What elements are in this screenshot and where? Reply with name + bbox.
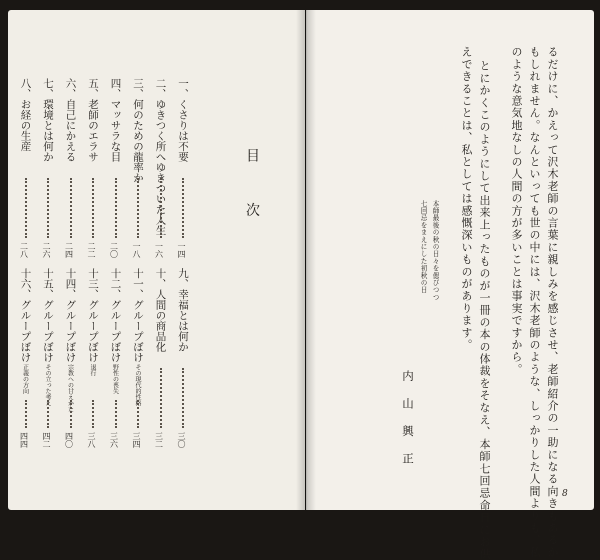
toc-page-number: 三〇 bbox=[177, 432, 186, 448]
toc-entry-label: 十四、グループぼけ bbox=[64, 268, 77, 363]
toc-leader-dots bbox=[25, 178, 30, 238]
toc-page-number: 二〇 bbox=[109, 242, 119, 258]
toc-entry-label: 十、人間の商品化 bbox=[154, 268, 167, 352]
toc-entry bbox=[109, 78, 125, 258]
toc-entry bbox=[154, 268, 170, 448]
toc-leader-dots bbox=[137, 178, 142, 238]
toc-page-number: 三六 bbox=[109, 432, 119, 448]
toc-page-number: 一八 bbox=[132, 242, 141, 258]
body-text-line: もしれません。なんといっても世の中には、沢木老師のような、しっかりした人間よりも、私 bbox=[528, 46, 541, 559]
toc-page-number: 一四 bbox=[177, 242, 186, 258]
toc-leader-dots bbox=[25, 400, 30, 428]
toc-entry-label: 十二、グループぼけ bbox=[109, 268, 122, 363]
toc-entry-label: 十三、グループぼけ bbox=[87, 268, 99, 363]
toc-leader-dots bbox=[160, 178, 165, 238]
toc-leader-dots bbox=[92, 178, 97, 238]
toc-page-number: 二二 bbox=[87, 242, 96, 258]
toc-entry bbox=[64, 268, 80, 448]
toc-entry-label: 九、幸福とは何か bbox=[177, 268, 189, 352]
toc-leader-dots bbox=[47, 400, 52, 428]
toc-entry-label: 二、ゆきつく所へゆきついた人生 bbox=[154, 78, 167, 236]
toc-entry bbox=[131, 78, 147, 258]
toc-leader-dots bbox=[70, 178, 75, 238]
toc-entry bbox=[86, 78, 102, 258]
dedication-note-line: 本師最後の秋の日々を偲びつつ bbox=[431, 200, 439, 301]
toc-entry-label: 四、マッサラな目 bbox=[109, 78, 122, 162]
toc-entry-label: 三、何のための龍率か bbox=[132, 78, 144, 183]
toc-entry-subtitle: 退行 bbox=[89, 364, 96, 376]
toc-entry-subtitle: 正義の方向 bbox=[21, 364, 29, 394]
toc-entry bbox=[176, 268, 192, 448]
toc-leader-dots bbox=[182, 368, 187, 428]
toc-page-number: 三八 bbox=[87, 432, 96, 448]
toc-entry bbox=[19, 78, 35, 258]
toc-entry-subtitle: 宗教への甘えかた bbox=[66, 364, 74, 412]
toc-page-number: 一六 bbox=[154, 242, 164, 258]
toc-page-number: 二六 bbox=[42, 242, 51, 258]
body-text-line: のような意気地なしの人間の方が多いことは事実ですから。 bbox=[510, 46, 523, 376]
toc-leader-dots bbox=[160, 368, 165, 428]
toc-leader-dots bbox=[115, 400, 120, 428]
page-number: 8 bbox=[562, 489, 568, 499]
toc-leader-dots bbox=[115, 178, 120, 238]
toc-entry-subtitle: 野性の喪失 bbox=[111, 364, 119, 394]
toc-page-number: 三二 bbox=[154, 432, 164, 448]
toc-entry-label: 一、くさりは不要 bbox=[177, 78, 189, 162]
toc-page-number: 三四 bbox=[132, 432, 141, 448]
toc-entry bbox=[154, 78, 170, 258]
toc-entry-label: 十五、グループぼけ bbox=[42, 268, 54, 363]
toc-entry bbox=[19, 268, 35, 448]
toc-entry bbox=[64, 78, 80, 258]
toc-entry bbox=[176, 78, 192, 258]
toc-title: 目 次 bbox=[244, 148, 260, 235]
toc-entry bbox=[41, 268, 57, 448]
toc-entry-label: 六、自己にかえる bbox=[64, 78, 77, 162]
toc-entry-label: 八、お経の生産 bbox=[19, 78, 32, 152]
toc-entry-label: 十六、グループぼけ bbox=[19, 268, 32, 363]
body-text-line: るだけに、かえって沢木老師の言葉に親しみを感じさせ、老師紹介の一助になる向きもあるか bbox=[546, 46, 559, 559]
body-text-line: とにかくこのようにして出来上ったものが一冊の本の体裁をそなえ、本師七回忌命日にお供 bbox=[478, 60, 491, 560]
toc-leader-dots bbox=[92, 400, 97, 428]
toc-leader-dots bbox=[137, 400, 142, 428]
toc-page-number: 二四 bbox=[64, 242, 74, 258]
book-gutter bbox=[296, 10, 316, 510]
toc-entry-subtitle: その現代的性格 bbox=[134, 364, 141, 406]
body-text-line: えできることは、私としては感慨深いものがあります。 bbox=[460, 46, 473, 351]
toc-entry bbox=[131, 268, 147, 448]
toc-entry-label: 十一、グループぼけ bbox=[132, 268, 144, 363]
toc-entry-label: 五、老師のエラサ bbox=[87, 78, 99, 162]
toc-leader-dots bbox=[70, 400, 75, 428]
toc-page-number: 四四 bbox=[19, 432, 29, 448]
dedication-note-line: 七回忌をまえにした初秋の日 bbox=[419, 200, 427, 294]
toc-entry bbox=[86, 268, 102, 448]
toc-entry bbox=[41, 78, 57, 258]
toc-page-number: 四二 bbox=[42, 432, 51, 448]
toc-entry bbox=[109, 268, 125, 448]
toc-entry-label: 七、環境とは何か bbox=[42, 78, 54, 162]
toc-page-number: 四〇 bbox=[64, 432, 74, 448]
toc-page-number: 二八 bbox=[19, 242, 29, 258]
toc-leader-dots bbox=[47, 178, 52, 238]
author-name: 内山興正 bbox=[401, 370, 415, 480]
toc-leader-dots bbox=[182, 178, 187, 238]
toc-entry-subtitle: その立った考え bbox=[44, 364, 51, 406]
